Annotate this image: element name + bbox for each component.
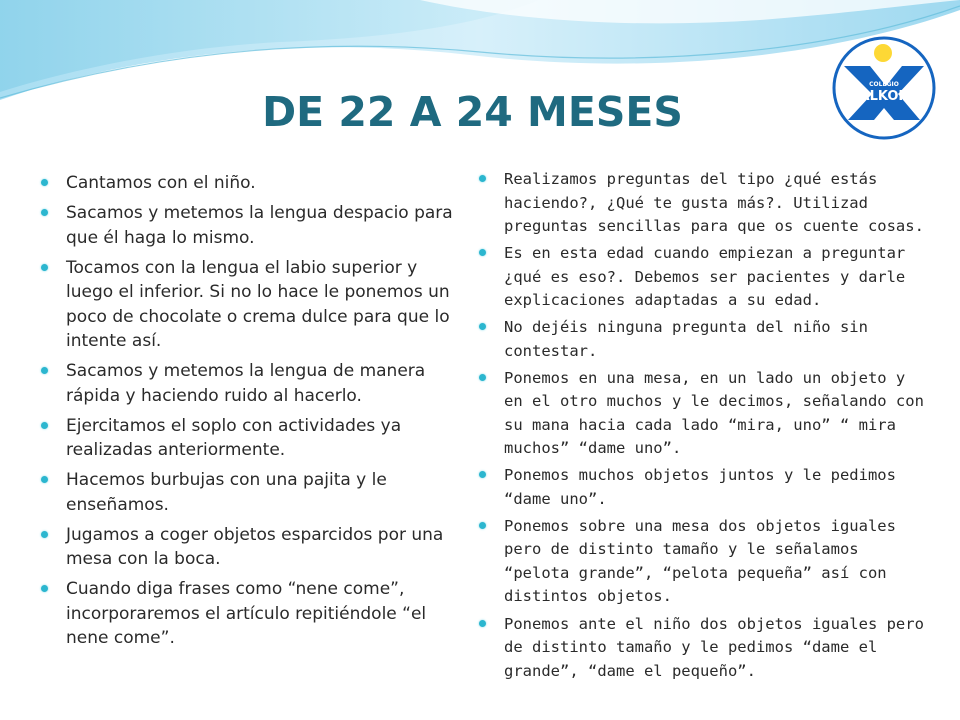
logo-sun-icon [874, 44, 892, 62]
left-bullet-item: Hacemos burbujas con una pajita y le enseñamos. [36, 468, 456, 517]
right-bullet-item: Es en esta edad cuando empiezan a preguntar ¿qué es eso?. Debemos ser pacientes y darle explicaciones adaptadas a su edad. [474, 242, 924, 313]
left-bullet-item: Ejercitamos el soplo con actividades ya realizadas anteriormente. [36, 414, 456, 463]
right-bullet-item: Ponemos sobre una mesa dos objetos iguales pero de distinto tamaño y le señalamos “pelota grande”, “pelota pequeña” así con distintos objetos. [474, 515, 924, 609]
left-bullet-item: Cantamos con el niño. [36, 171, 456, 196]
logo-top-text: COLEGIO [869, 81, 899, 88]
right-bullet-item: Realizamos preguntas del tipo ¿qué estás haciendo?, ¿Qué te gusta más?. Utilizad preguntas sencillas para que os cuente cosas. [474, 168, 924, 239]
right-bullet-item: No dejéis ninguna pregunta del niño sin contestar. [474, 316, 924, 363]
slide-title: DE 22 A 24 MESES [262, 88, 683, 136]
right-bullet-item: Ponemos en una mesa, en un lado un objeto y en el otro muchos y le decimos, señalando con su mana hacia cada lado “mira, uno” “ mira muchos” “dame uno”. [474, 367, 924, 461]
left-bullet-item: Sacamos y metemos la lengua despacio para que él haga lo mismo. [36, 201, 456, 250]
left-bullet-list [36, 171, 456, 656]
right-bullet-list [474, 168, 924, 687]
left-bullet-item: Cuando diga frases como “nene come”, incorporaremos el artículo repitiéndole “el nene come”. [36, 577, 456, 651]
right-bullet-item: Ponemos muchos objetos juntos y le pedimos “dame uno”. [474, 464, 924, 511]
left-bullet-item: Sacamos y metemos la lengua de manera rápida y haciendo ruido al hacerlo. [36, 359, 456, 408]
logo-name: ALKOR [859, 89, 909, 104]
left-bullet-item: Tocamos con la lengua el labio superior y luego el inferior. Si no lo hace le ponemos un poco de chocolate o crema dulce para que lo intente así. [36, 256, 456, 354]
left-bullet-item: Jugamos a coger objetos esparcidos por una mesa con la boca. [36, 523, 456, 572]
right-bullet-item: Ponemos ante el niño dos objetos iguales pero de distinto tamaño y le pedimos “dame el grande”, “dame el pequeño”. [474, 613, 924, 684]
